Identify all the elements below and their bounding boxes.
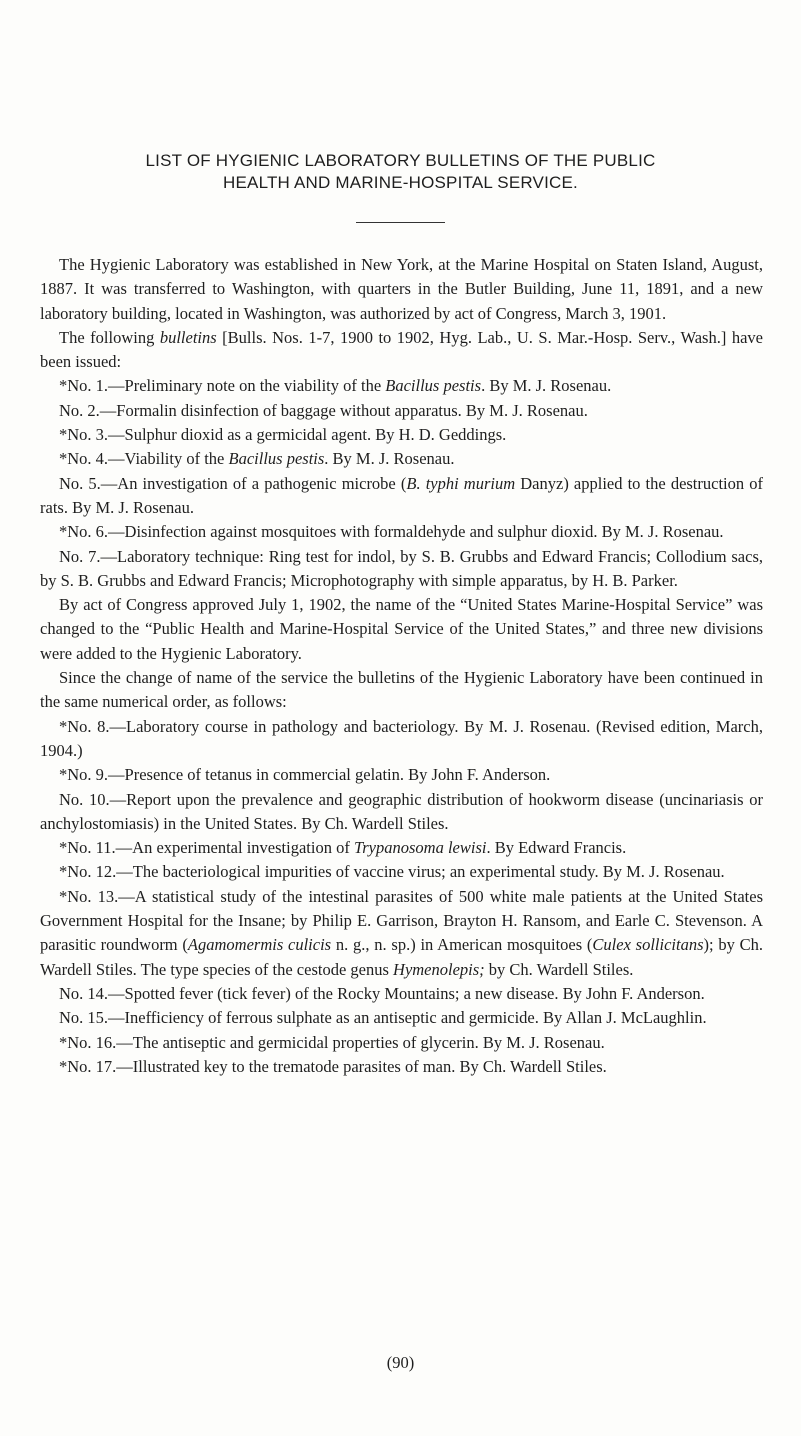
bulletin-6: *No. 6.—Disinfection against mosquitoes with formaldehyde and sulphur dioxid. By M. J. Rosenau. — [59, 522, 724, 542]
bulletin-16: *No. 16.—The antiseptic and germicidal properties of glycerin. By M. J. Rosenau. — [59, 1032, 605, 1052]
bulletin-14: No. 14.—Spotted fever (tick fever) of the Rocky Mountains; a new disease. By John F. Anderson. — [59, 983, 705, 1003]
bulletin-1: *No. 1.—Preliminary note on the viability of the Bacillus pestis. By M. J. Rosenau. — [59, 376, 612, 396]
page-title — [40, 150, 761, 194]
bulletin-2: No. 2.—Formalin disinfection of baggage without apparatus. By M. J. Rosenau. — [59, 400, 588, 420]
following-paragraph: The following bulletins [Bulls. Nos. 1-7, 1900 to 1902, Hyg. Lab., U. S. Mar.-Hosp. Serv., Wash.] have been issued: — [40, 327, 763, 372]
bulletin-15: No. 15.—Inefficiency of ferrous sulphate as an antiseptic and germicide. By Allan J. McLaughlin. — [59, 1008, 707, 1028]
bulletin-13: *No. 13.—A statistical study of the intestinal parasites of 500 white male patients at the United States Government Hospital for the Insane; by Philip E. Garrison, Brayton H. Ransom, and Earle C. Stevenson. A parasitic roundworm (Agamomermis culicis n. g., n. sp.) in American mosquitoes (Culex sollicitans); by Ch. Wardell Stiles. The type species of the cestode genus Hymenolepis; by Ch. Wardell Stiles. — [40, 886, 763, 979]
intro-paragraph: The Hygienic Laboratory was established in New York, at the Marine Hospital on Staten Island, August, 1887. It was transferred to Washington, with quarters in the Butler Building, June 11, 1891, and a new laboratory building, located in Washington, was authorized by act of Congress, March 3, 1901. — [40, 255, 763, 323]
since-paragraph: Since the change of name of the service the bulletins of the Hygienic Laboratory have been continued in the same numerical order, as follows: — [40, 668, 763, 712]
title-line-1: LIST OF HYGIENIC LABORATORY BULLETINS OF THE PUBLIC — [145, 151, 656, 170]
bulletin-4: *No. 4.—Viability of the Bacillus pestis. By M. J. Rosenau. — [59, 449, 455, 469]
title-divider — [356, 222, 445, 223]
bulletin-3: *No. 3.—Sulphur dioxid as a germicidal agent. By H. D. Geddings. — [59, 425, 507, 445]
bulletin-17: *No. 17.—Illustrated key to the trematode parasites of man. By Ch. Wardell Stiles. — [59, 1056, 607, 1076]
bulletin-10: No. 10.—Report upon the prevalence and geographic distribution of hookworm disease (uncinariasis or anchylostomiasis) in the United States. By Ch. Wardell Stiles. — [40, 789, 763, 833]
bulletin-9: *No. 9.—Presence of tetanus in commercial gelatin. By John F. Anderson. — [59, 765, 551, 785]
name-change-paragraph: By act of Congress approved July 1, 1902, the name of the “United States Marine-Hospital Service” was changed to the “Public Health and Marine-Hospital Service of the United States,” and three new divisions were added to the Hygienic Laboratory. — [40, 595, 763, 663]
page-number: (90) — [386, 1353, 415, 1372]
title-line-2: HEALTH AND MARINE-HOSPITAL SERVICE. — [223, 173, 578, 192]
bulletin-5: No. 5.—An investigation of a pathogenic microbe (B. typhi murium Danyz) applied to the destruction of rats. By M. J. Rosenau. — [40, 473, 763, 517]
bulletin-7: No. 7.—Laboratory technique: Ring test for indol, by S. B. Grubbs and Edward Francis; Collodium sacs, by S. B. Grubbs and Edward Francis; Microphotography with simple apparatus, by H. B. Parker. — [40, 546, 763, 590]
bulletin-8: *No. 8.—Laboratory course in pathology and bacteriology. By M. J. Rosenau. (Revised edition, March, 1904.) — [40, 716, 763, 760]
bulletin-11: *No. 11.—An experimental investigation of Trypanosoma lewisi. By Edward Francis. — [59, 838, 627, 858]
body-text — [40, 253, 763, 1079]
bulletin-12: *No. 12.—The bacteriological impurities of vaccine virus; an experimental study. By M. J. Rosenau. — [59, 862, 725, 882]
